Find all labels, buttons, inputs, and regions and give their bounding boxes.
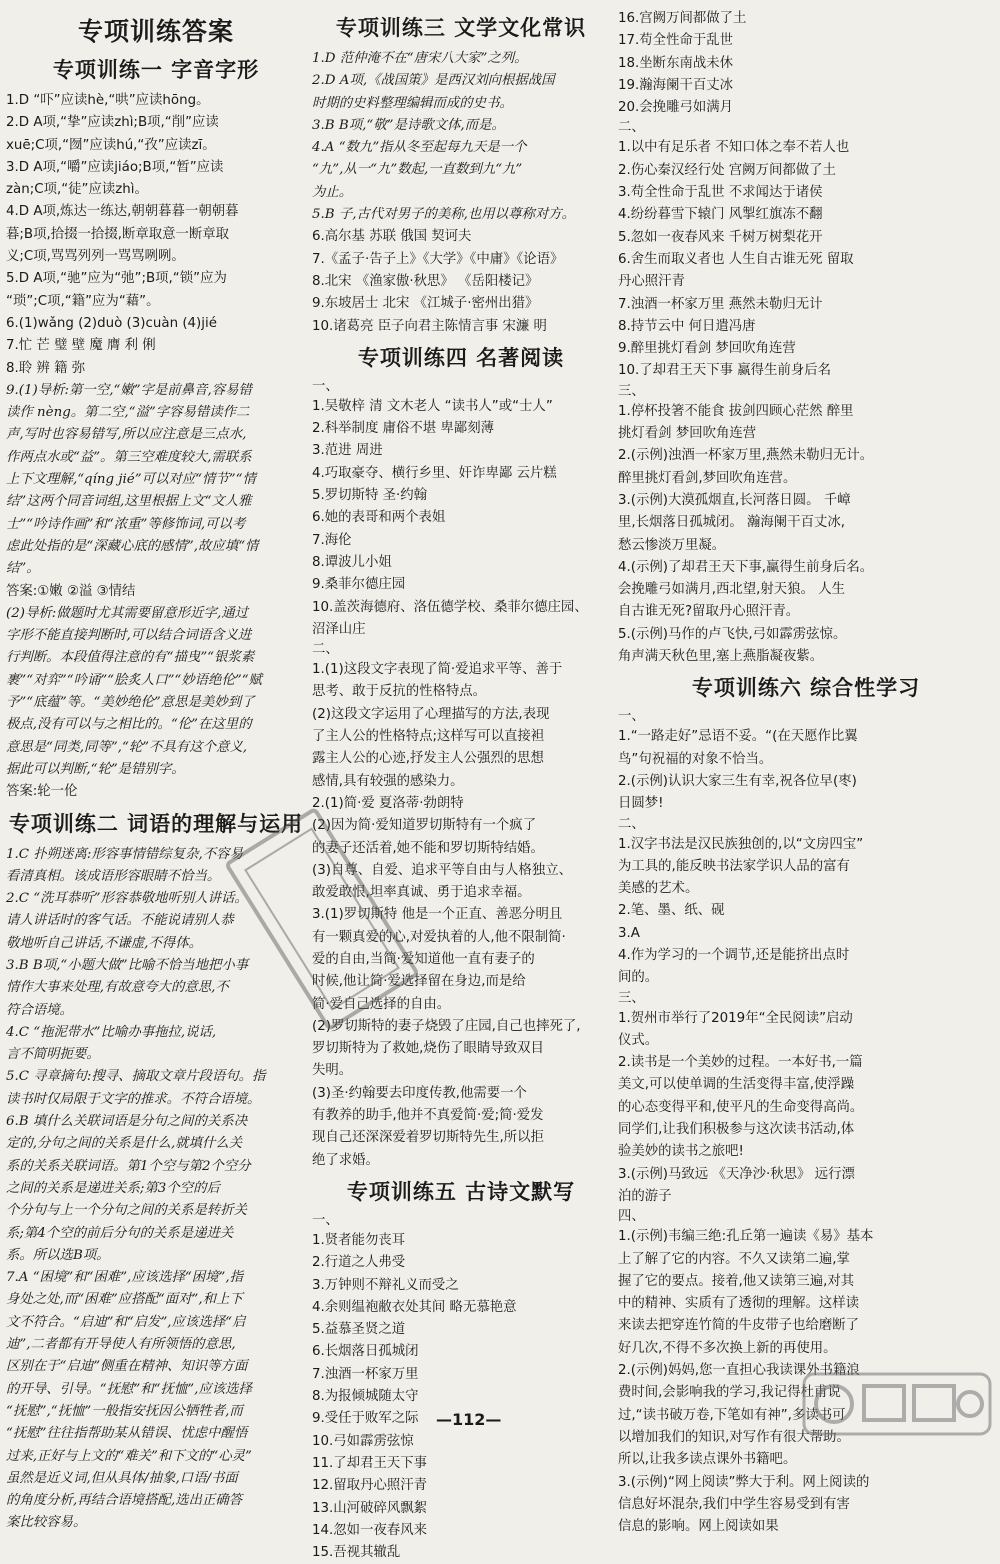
answer-item: 15.吾视其辙乱 xyxy=(312,1545,401,1561)
section-title-3: 专项训练三 文学文化常识 xyxy=(335,16,587,40)
section-title-6: 专项训练六 综合性学习 xyxy=(691,676,921,701)
answer-item: 7.A “困境”和“困难”,应该选择“困境”,指 身处之处,而“困难”应搭配“面对”,和上下 文不符合。“启迪”和“启发”,应该选择“启 迪”,二者都有开导使人有所领悟的意思, 区别在于“启迪”侧重在精神、知识等方面 的开导、引导。“抚慰”和“抚恤”,应该选择 “抚慰”,“抚恤”一般指安抚因公牺牲者,而 “抚慰”往往指帮助某从错误、忧虑中醒悟 过来,正好与上文的“难关”和下文的“心灵” 虽然是近义词,但从具体/抽象,口语/书面 的角度分析,再结合语境搭配,选出正确答 案比较容易。 xyxy=(6,1270,252,1531)
answer-item: 5.益慕圣贤之道 xyxy=(312,1322,406,1338)
answer-item: 3.(1)罗切斯特 他是一个正直、善恶分明且 有一颗真爱的心,对爱执着的人,他不限制简· 爱的自由,当简·爱知道他一直有妻子的 时候,他让简·爱选择留在身边,而是给 简·爱自己选择的自由。 (2)罗切斯特的妻子烧毁了庄园,自己也摔死了, 罗切斯特为了救她,烧伤了眼睛导致双目 失明。 xyxy=(312,907,581,1079)
answer-item: 1.D “吓”应读hè,“哄”应读hōng。 xyxy=(6,93,210,108)
answer-item: 2.(示例)浊酒一杯家万里,燕然未勒归无计。 醉里挑灯看剑,梦回吹角连营。 xyxy=(618,448,874,486)
section-title-1: 专项训练一 字音字形 xyxy=(52,58,260,82)
answer-item: 1.贤者能勿丧耳 xyxy=(312,1232,406,1248)
answer-item: 1.汉字书法是汉民族独创的,以“文房四宝” 为工具的,能反映书法家学识人品的富有 美感的艺术。 xyxy=(618,836,864,897)
column-2 xyxy=(312,8,610,1564)
section-title-2: 专项训练二 词语的理解与运用 xyxy=(8,811,304,836)
answer-item: 1.D 范仲淹不在“唐宋八大家”之列。 xyxy=(312,51,528,66)
answer-item: 3.A xyxy=(618,925,640,941)
answer-item: 1.(1)这段文字表现了简·爱追求平等、善于 思考、敢于反抗的性格特点。 (2)这段文字运用了心理描写的方法,表现 了主人公的性格特点;这样写可以直接袒 露主人公的心迹,抒发主人公强烈的思想 感情,具有较强的感染力。 xyxy=(312,662,563,789)
answer-item: 3.B B项,“小题大做”比喻不恰当地把小事 情作大事来处理,有故意夸大的意思,不 符合语境。 xyxy=(6,957,249,1018)
answer-line: 答案:轮一伦 xyxy=(6,784,78,800)
main-title: 专项训练答案 xyxy=(77,17,234,46)
answer-item: 9.东坡居士 北宋 《江城子·密州出猎》 xyxy=(312,296,539,312)
answer-item: 7.《孟子·告子上》《大学》《中庸》《论语》 xyxy=(312,251,564,267)
answer-item: 14.忽如一夜春风来 xyxy=(312,1522,428,1538)
answer-item: 6.她的表哥和两个表姐 xyxy=(312,510,446,526)
answer-item: 11.了却君王天下事 xyxy=(312,1455,428,1471)
answer-item: 2.(示例)妈妈,您一直担心我读课外书籍浪 费时间,会影响我的学习,我记得杜甫说 过,“读书破万卷,下笔如有神”,多读书可 以增加我们的知识,对写作有很大帮助。 所以,让我多读点课外书籍吧。 xyxy=(618,1363,860,1468)
answer-item: 17.苟全性命于乱世 xyxy=(618,33,734,49)
answer-item: 2.笔、墨、纸、砚 xyxy=(618,903,725,919)
part-marker: 二、 xyxy=(618,120,645,136)
answer-item: 2.行道之人弗受 xyxy=(312,1255,406,1271)
answer-item: 2.D A项,“挚”应读zhì;B项,“削”应读 xuē;C项,“囫”应读hú,“孜”应读zī。 xyxy=(6,115,219,153)
answer-item: 2.科举制度 庸俗不堪 卑鄙刻薄 xyxy=(312,421,494,437)
answer-item: 8.北宋 《渔家傲·秋思》 《岳阳楼记》 xyxy=(312,273,539,289)
answer-item: 9.受任于败军之际 xyxy=(312,1411,419,1427)
part-marker: 四、 xyxy=(618,1209,645,1225)
answer-item: 8.为报倾城随太守 xyxy=(312,1389,419,1405)
answer-item: 10.了却君王天下事 赢得生前身后名 xyxy=(618,363,832,379)
answer-line: 答案:①嫩 ②溢 ③情结 xyxy=(6,583,136,599)
answer-item: 3.(示例)大漠孤烟直,长河落日圆。 千嶂 里,长烟落日孤城闭。 瀚海阑干百丈冰, 愁云惨淡万里凝。 xyxy=(618,492,851,553)
answer-item: 9.醉里挑灯看剑 梦回吹角连营 xyxy=(618,341,796,357)
answer-item: 6.B 填什么关联词语是分句之间的关系决 定的,分句之间的关系是什么,就填什么关 系的关系关联词语。第1个空与第2个空分 之间的关系是递进关系;第3个空的后 个分句与上一个分句之间的关系是转折关 系;第4个空的前后分句的关系是递进关 系。所以选B项。 xyxy=(6,1114,251,1263)
answer-item: 6.(1)wǎng (2)duò (3)cuàn (4)jié xyxy=(6,315,217,331)
answer-item: 8.谭波儿小姐 xyxy=(312,554,392,570)
column-3 xyxy=(618,8,994,1538)
answer-item: 2.读书是一个美妙的过程。一本好书,一篇 美文,可以使单调的生活变得丰富,使浮躁 的心态变得平和,使平凡的生命变得高尚。 同学们,让我们积极参与这次读书活动,体 验美妙的读书之旅吧! xyxy=(618,1055,864,1160)
answer-item: 6.舍生而取义者也 人生自古谁无死 留取 丹心照汗青 xyxy=(618,251,854,290)
answer-item: 2.(1)简·爱 夏洛蒂·勃朗特 (2)因为简·爱知道罗切斯特有一个疯了 的妻子还活着,她不能和罗切斯特结婚。 (3)自尊、自爱、追求平等自由与人格独立、 敢爱敢恨,坦率真诚、勇于追求幸福。 xyxy=(312,795,572,901)
answer-item: 9.桑菲尔德庄园 xyxy=(312,577,406,593)
answer-item: 4.D A项,炼达一练达,朝朝暮暮一朝朝暮 暮;B项,拾掇一拾掇,断章取意一断章取 义;C项,骂骂列列一骂骂咧咧。 xyxy=(6,204,239,265)
answer-item: 1.以中有足乐者 不知口体之奉不若人也 xyxy=(618,140,850,156)
watermark-logo xyxy=(802,1372,992,1436)
answer-item: 3.万钟则不辩礼义而受之 xyxy=(312,1277,459,1293)
answer-item: 3.(示例)“网上阅读”弊大于利。网上阅读的 信息好坏混杂,我们中学生容易受到有害 信息的影响。网上阅读如果 xyxy=(618,1474,870,1535)
answer-item: 2.C “洗耳恭听”形容恭敬地听别人讲话。 请人讲话时的客气话。不能说请别人恭 敬地听自己讲话,不谦虚,不得体。 xyxy=(6,891,248,951)
answer-item: 2.(示例)认识大家三生有幸,祝各位早(枣) 日圆梦! xyxy=(618,773,857,812)
answer-item: 6.高尔基 苏联 俄国 契诃夫 xyxy=(312,229,472,245)
answer-item: 3.(示例)马致远 《天净沙·秋思》 远行漂 泊的游子 xyxy=(618,1166,855,1204)
answer-item: 3.范进 周进 xyxy=(312,443,383,459)
answer-item: 20.会挽雕弓如满月 xyxy=(618,100,734,116)
column-1 xyxy=(6,8,306,1535)
answer-item: 10.诸葛亮 臣子向君主陈情言事 宋濂 明 xyxy=(312,318,547,334)
answer-item: 12.留取丹心照汗青 xyxy=(312,1478,428,1494)
answer-item: 13.山河破碎风飘絮 xyxy=(312,1500,428,1516)
part-marker: 一、 xyxy=(312,1212,339,1228)
answer-item: 4.C “拖泥带水”比喻办事拖拉,说话, 言不简明扼要。 xyxy=(6,1024,217,1063)
section-title-4: 专项训练四 名著阅读 xyxy=(357,345,565,370)
part-marker: 一、 xyxy=(312,378,339,394)
answer-item: 6.长烟落日孤城闭 xyxy=(312,1344,419,1360)
answer-item: 18.坐断东南战未休 xyxy=(618,55,734,71)
answer-item: 1.“一路走好”忌语不妥。“(在天愿作比翼 鸟”句祝福的对象不恰当。 xyxy=(618,729,858,767)
answer-item: 1.停杯投箸不能食 拔剑四顾心茫然 醉里 挑灯看剑 梦回吹角连营 xyxy=(618,403,854,442)
part-marker: 二、 xyxy=(618,816,645,832)
answer-item: 1.贺州市举行了2019年“全民阅读”启动 仪式。 xyxy=(618,1010,853,1048)
answer-item: 4.作为学习的一个调节,还是能挤出点时 间的。 xyxy=(618,947,850,986)
answer-item: 10.盖茨海德府、洛伍德学校、桑菲尔德庄园、 沼泽山庄 xyxy=(312,599,588,637)
answer-item: 1.(示例)韦编三绝:孔丘第一遍读《易》基本 上了解了它的内容。不久又读第二遍,掌 握了它的要点。接着,他又读第三遍,对其 中的精神、实质有了透彻的理解。这样读 来读去把穿连竹简的牛皮带子也给磨断了 好几次,不得不多次换上新的再使用。 xyxy=(618,1229,874,1356)
answer-item: 5.D A项,“驰”应为“弛”;B项,“锁”应为 “琐”;C项,“籍”应为“藉”。 xyxy=(6,271,227,309)
answer-item: 2.D A项,《战国策》是西汉刘向根据战国 时期的史料整理编辑而成的史书。 xyxy=(312,73,555,111)
answer-item: 10.弓如霹雳弦惊 xyxy=(312,1433,414,1449)
answer-item: 16.宫阙万间都做了土 xyxy=(618,11,747,26)
answer-item: 7.浊酒一杯家万里 燕然未勒归无计 xyxy=(618,296,823,312)
analysis-text: 9.(1)导析:第一空,“嫩”字是前鼻音,容易错 读作 nèng。第二空,“溢”字容易错读作二 声,写时也容易错写,所以应注意是三点水, 作两点水或“益”。第三空难度较大,需联系 上下文理解,“qíng jié”可以对应“情节”“情 结”这两个同音词组,这里根据上文“文人雅 士”“吟诗作画”和“浓重”等修饰词,可以考 虑此处指的是“深藏心底的感情”,故应填“情 结”。 xyxy=(6,382,259,577)
part-marker: 三、 xyxy=(618,383,645,399)
answer-item: 8.持节云中 何日遣冯唐 xyxy=(618,318,756,334)
answer-item: 7.忙 芒 璧 壁 魔 膺 利 俐 xyxy=(6,338,156,354)
section-title-5: 专项训练五 古诗文默写 xyxy=(346,1179,576,1204)
part-marker: 一、 xyxy=(618,709,645,725)
answer-item: 1.C 扑朔迷离:形容事情错综复杂,不容易 看清真相。该成语形容眼睛不恰当。 xyxy=(6,846,243,884)
page-number: —112— xyxy=(436,1410,502,1429)
part-marker: 三、 xyxy=(618,990,645,1006)
answer-item: 5.罗切斯特 圣·约翰 xyxy=(312,488,428,504)
answer-item: 7.海伦 xyxy=(312,532,352,548)
answer-item: 4.纷纷暮雪下辕门 风掣红旗冻不翻 xyxy=(618,207,823,223)
answer-item: 4.余则缊袍敝衣处其间 略无慕艳意 xyxy=(312,1299,517,1315)
answer-item: 19.瀚海阑干百丈冰 xyxy=(618,77,734,93)
answer-item: 5.(示例)马作的卢飞快,弓如霹雳弦惊。 角声满天秋色里,塞上燕脂凝夜紫。 xyxy=(618,626,847,665)
answer-item: 3.苟全性命于乱世 不求闻达于诸侯 xyxy=(618,185,823,201)
answer-item: 4.(示例)了却君王天下事,赢得生前身后名。 会挽雕弓如满月,西北望,射天狼。 人生 自古谁无死?留取丹心照汗青。 xyxy=(618,559,874,620)
answer-item: 4.A “数九”指从冬至起每九天是一个 “九”,从一“九”数起,一直数到九“九” 为止。 xyxy=(312,140,527,200)
answer-item: 4.巧取豪夺、横行乡里、奸诈卑鄙 云片糕 xyxy=(312,465,557,481)
answer-item: 8.聆 辨 籍 弥 xyxy=(6,360,86,376)
answer-item: 2.伤心秦汉经行处 宫阙万间都做了土 xyxy=(618,162,836,178)
part-marker: 二、 xyxy=(312,642,339,658)
answer-item: 3.B B项,“敬”是诗歌文体,而是。 xyxy=(312,117,505,133)
answer-item: 5.B 子,古代对男子的美称,也用以尊称对方。 xyxy=(312,207,576,223)
answer-item: (3)圣·约翰要去印度传教,他需要一个 有教养的助手,他并不真爱简·爱;简·爱发 现自己还深深爱着罗切斯特先生,所以拒 绝了求婚。 xyxy=(312,1085,544,1168)
answer-item: 1.吴敬梓 清 文木老人 “读书人”或“士人” xyxy=(312,398,553,414)
answer-item: 5.忽如一夜春风来 千树万树梨花开 xyxy=(618,229,823,245)
answer-item: 5.C 寻章摘句:搜寻、摘取文章片段语句。指 读书时仅局限于文字的推求。不符合语境。 xyxy=(6,1069,266,1107)
answer-item: 3.D A项,“嚼”应读jiáo;B项,“暂”应读 zàn;C项,“徒”应读zhì。 xyxy=(6,159,224,198)
answer-item: 7.浊酒一杯家万里 xyxy=(312,1366,419,1382)
analysis-text: (2)导析:做题时尤其需要留意形近字,通过 字形不能直接判断时,可以结合词语含义进 行判断。本段值得注意的有“描曳”“银浆素 裹”“对弈”“吟诵”“脍炙人口”“妙语绝伦”“赋 予”“底蕴”等。“美妙绝伦”意思是美妙到了 极点,没有可以与之相比的。“伦”在这里的 意思是“同类,同等”,“轮”不具有这个意义, 据此可以判断,“轮”是错别字。 xyxy=(6,605,262,777)
